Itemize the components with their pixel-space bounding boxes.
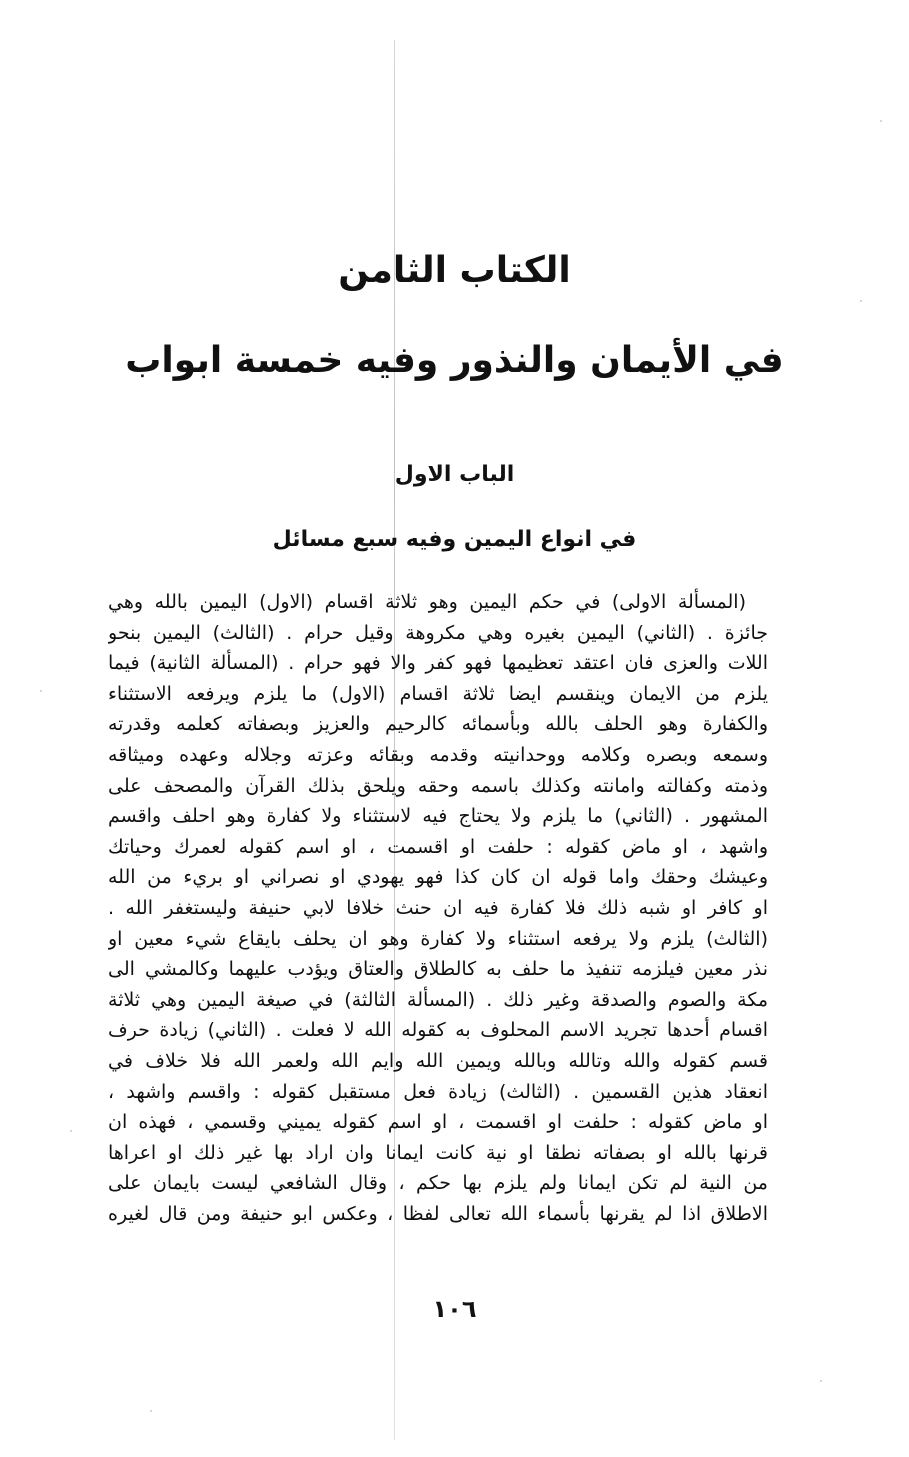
text-line: وسمعه وبصره وكلامه ووحدانيته وقدمه وبقائه وعزته وجلاله وعهده وميثاقه bbox=[108, 743, 768, 766]
text-line: والكفارة وهو الحلف بالله وبأسمائه كالرحيم والعزيز وبصفاته كعلمه وقدرته bbox=[108, 713, 768, 736]
text-line: وعيشك وحقك واما قوله ان كان كذا فهو يهودي او نصراني او بريء من الله bbox=[108, 866, 768, 889]
scan-speck bbox=[70, 1130, 72, 1132]
text-line: واشهد ، او ماض كقوله : حلفت او اقسمت ، او اسم كقوله لعمرك وحياتك bbox=[108, 835, 768, 858]
page-number: ١٠٦ bbox=[432, 1295, 477, 1323]
text-line: انعقاد هذين القسمين . (الثالث) زيادة فعل مستقبل كقوله : واقسم واشهد ، bbox=[108, 1080, 768, 1103]
text-line: يلزم من الايمان وينقسم ايضا ثلاثة اقسام (الاول) ما يلزم ويرفعه الاستثناء bbox=[108, 682, 768, 705]
body-paragraph bbox=[108, 587, 768, 1229]
text-line: وذمته وكفالته وامانته وكذلك باسمه وحقه ويلحق بذلك القرآن والمصحف على bbox=[108, 774, 768, 797]
text-line: اقسام أحدها تجريد الاسم المحلوف به كقوله الله لا فعلت . (الثاني) زيادة حرف bbox=[108, 1019, 768, 1042]
text-line: او كافر او شبه ذلك فلا كفارة فيه ان حنث خلافا لابي حنيفة وليستغفر الله . bbox=[108, 896, 768, 919]
text-line: من النية لم تكن ايمانا ولم يلزم بها حكم ، وقال الشافعي ليست بايمان على bbox=[108, 1172, 768, 1195]
scan-speck bbox=[860, 300, 862, 302]
text-line: الاطلاق اذا لم يقرنها بأسماء الله تعالى لفظا ، وعكس ابو حنيفة ومن قال لغيره bbox=[108, 1202, 768, 1225]
text-line: قرنها بالله او بصفاته نطقا او نية كانت ايمانا وان اراد بها غير ذلك او اعراها bbox=[108, 1141, 768, 1164]
text-line: المشهور . (الثاني) ما يلزم ولا يحتاج فيه لاستثناء ولا كفارة وهو احلف واقسم bbox=[108, 805, 768, 828]
chapter-subtitle: في انواع اليمين وفيه سبع مسائل bbox=[272, 527, 637, 552]
chapter-title: الباب الاول bbox=[394, 462, 515, 487]
text-line: مكة والصوم والصدقة وغير ذلك . (المسألة الثالثة) في صيغة اليمين وهي ثلاثة bbox=[108, 988, 768, 1011]
text-line: اللات والعزى فان اعتقد تعظيمها فهو كفر والا فهو حرام . (المسألة الثانية) فيما bbox=[108, 652, 768, 675]
text-line: نذر معين فيلزمه تنفيذ ما حلف به كالطلاق والعتاق ويؤدب عليهما وكالمشي الى bbox=[108, 958, 768, 981]
text-line: قسم كقوله والله وتالله وبالله ويمين الله وايم الله ولعمر الله فلا خلاف في bbox=[108, 1049, 768, 1072]
scan-speck bbox=[820, 1380, 822, 1382]
book-subtitle: في الأيمان والنذور وفيه خمسة ابواب bbox=[125, 340, 784, 381]
text-line: (المسألة الاولى) في حكم اليمين وهو ثلاثة اقسام (الاول) اليمين بالله وهي bbox=[108, 591, 746, 613]
text-line: (الثالث) يلزم ولا يرفعه استثناء ولا كفارة وهو ان يحلف بايقاع شيء معين او bbox=[108, 927, 768, 950]
scan-speck bbox=[150, 1410, 152, 1412]
text-line: جائزة . (الثاني) اليمين بغيره وهي مكروهة وقيل حرام . (الثالث) اليمين بنحو bbox=[108, 621, 768, 644]
scan-speck bbox=[40, 690, 42, 692]
scan-speck bbox=[880, 120, 882, 122]
text-line: او ماض كقوله : حلفت او اقسمت ، او اسم كقوله يميني وقسمي ، فهذه ان bbox=[108, 1111, 768, 1134]
book-title: الكتاب الثامن bbox=[338, 250, 571, 291]
